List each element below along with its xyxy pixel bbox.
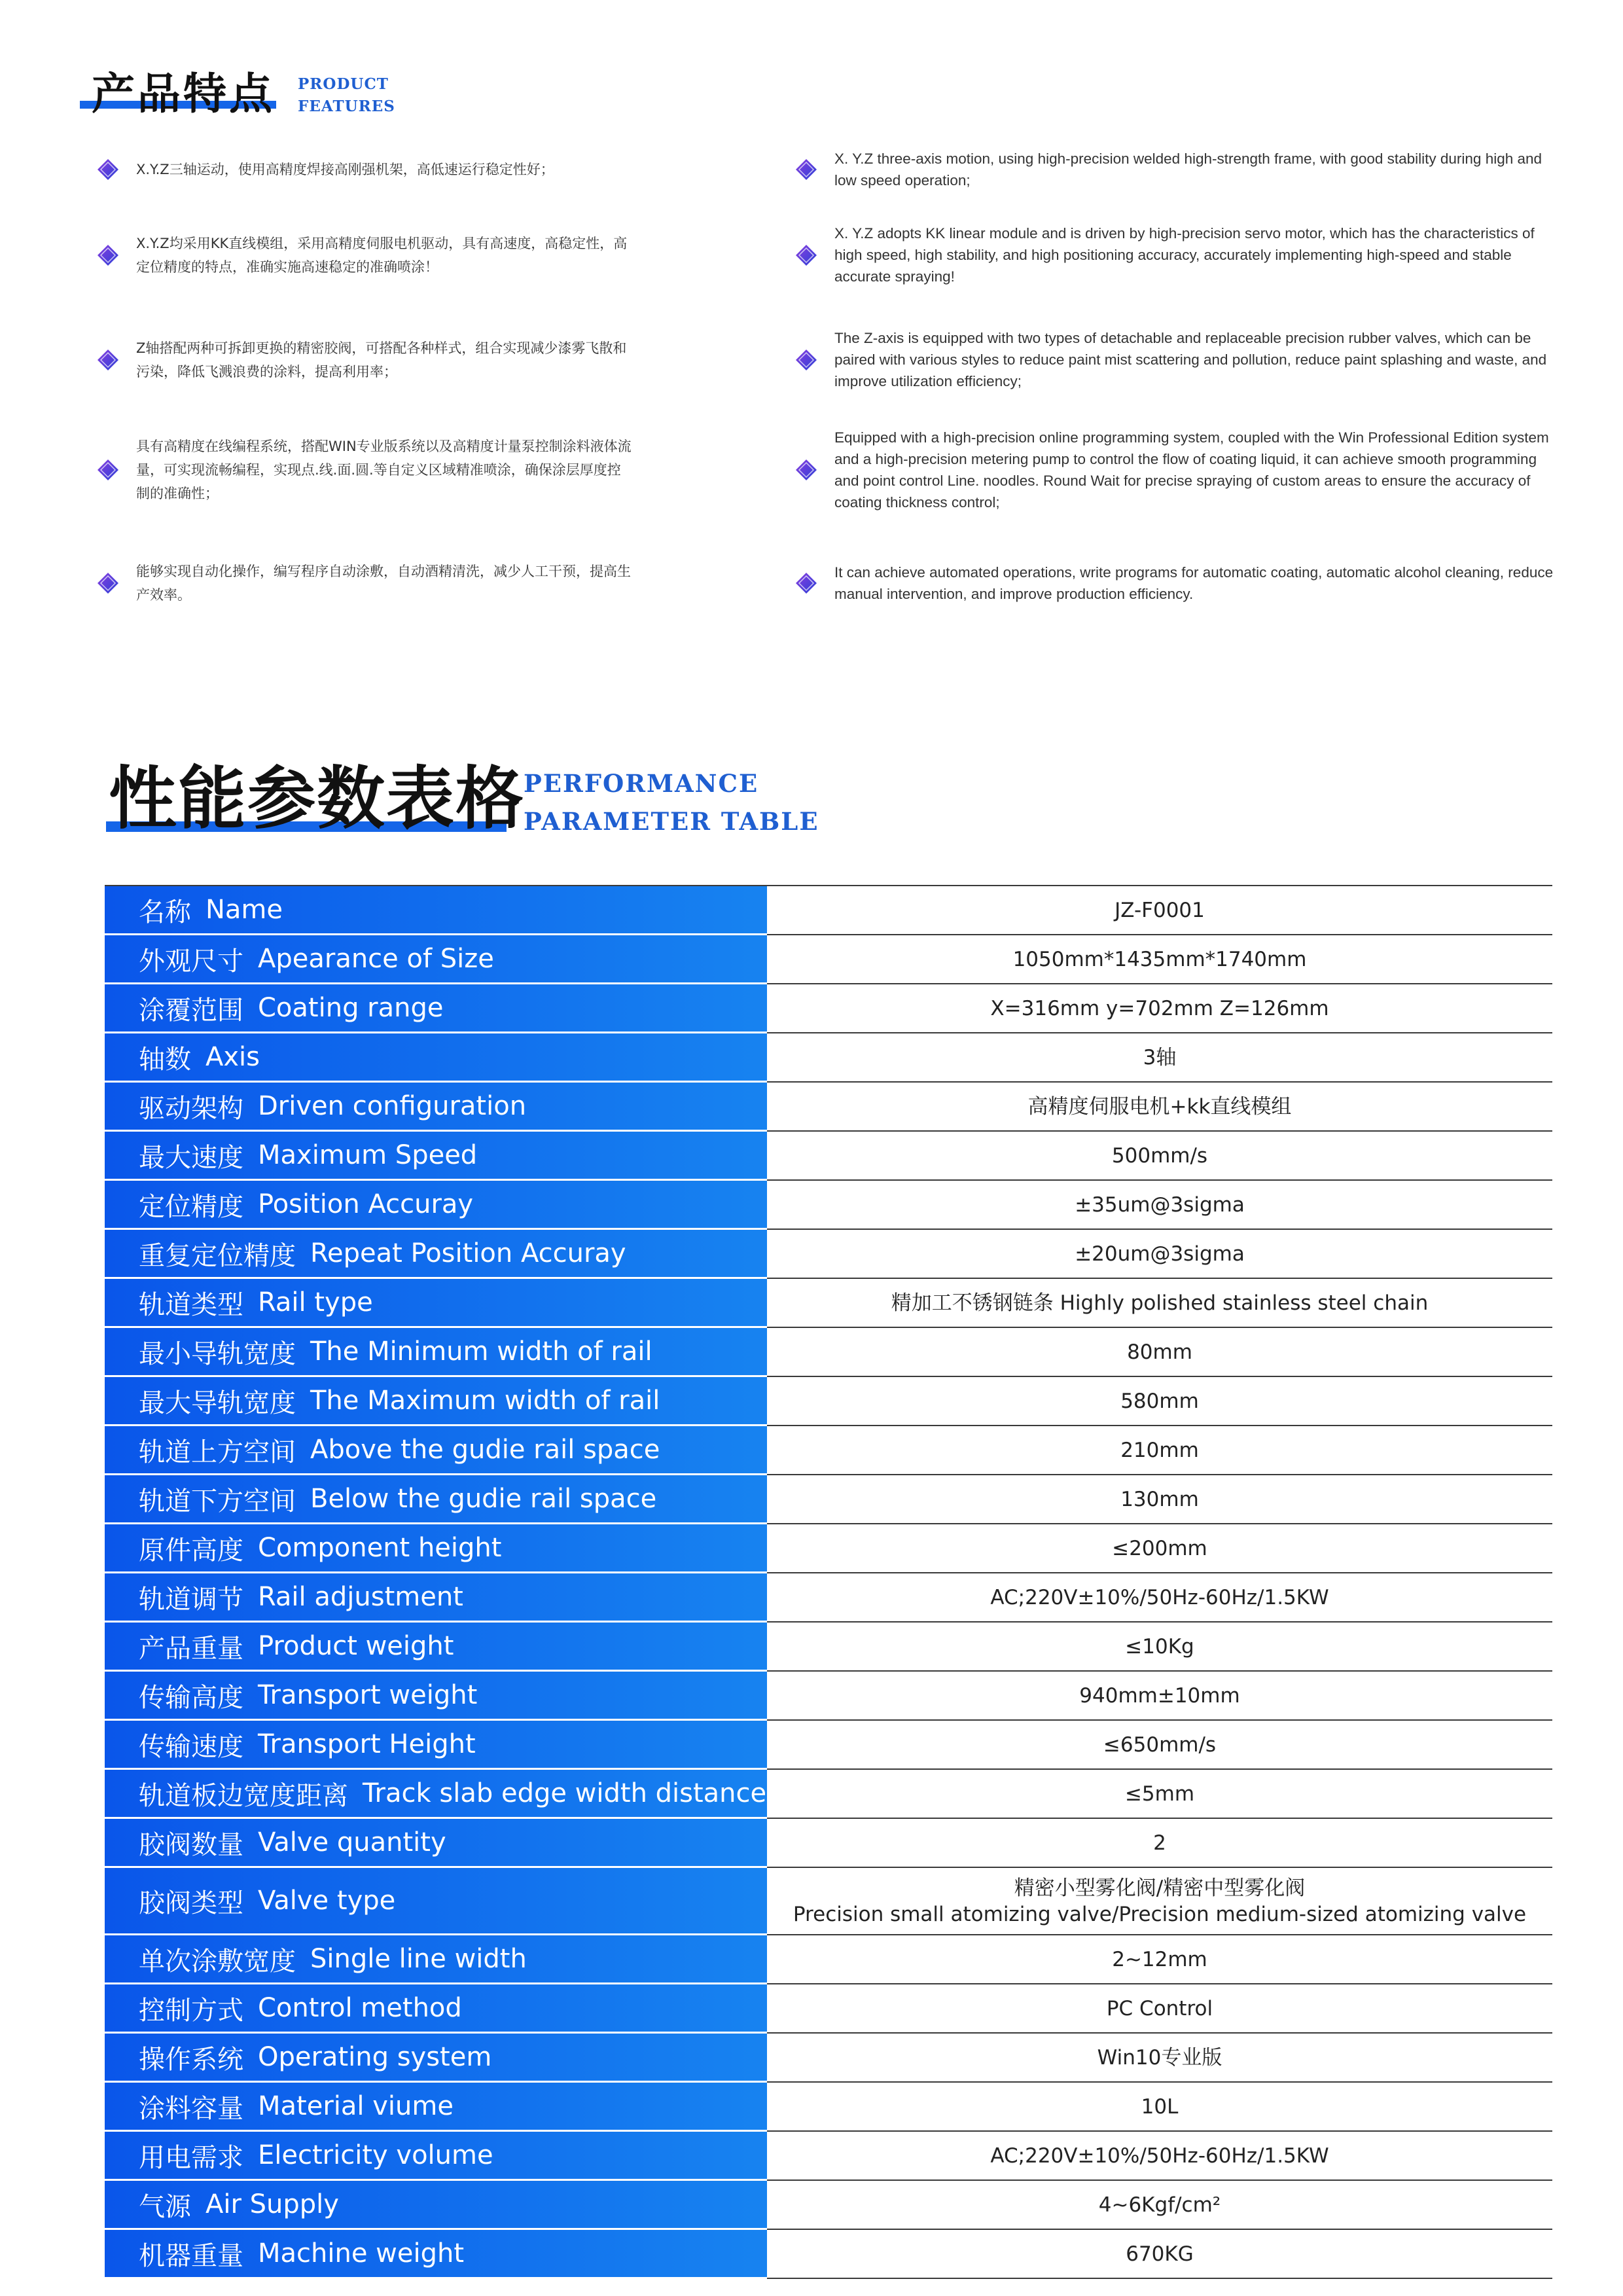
param-label-en: Apearance of Size <box>258 944 494 974</box>
feature-en-text: The Z-axis is equipped with two types of detachable and replaceable precision rubber valves, which can be paired with various styles to reduce paint mist scattering and pollution, reduce paint splashing and waste, and improve utilization efficiency; <box>834 330 1547 389</box>
feature-en-item <box>795 562 1554 605</box>
param-value-text: ≤200mm <box>1112 1536 1207 1560</box>
param-value-text: 2~12mm <box>1112 1947 1207 1971</box>
param-label-cn: 气源 <box>139 2191 191 2222</box>
param-label-en: Transport Height <box>258 1729 476 1759</box>
param-label <box>105 1868 767 1935</box>
param-label-cn: 驱动架构 <box>139 1093 243 1124</box>
param-value <box>767 1475 1552 1523</box>
param-value <box>767 1770 1552 1818</box>
param-label-en: Repeat Position Accuray <box>310 1238 626 1268</box>
param-value-text: 3轴 <box>1143 1045 1177 1069</box>
param-value <box>767 1181 1552 1229</box>
param-value-text: 500mm/s <box>1111 1143 1208 1168</box>
param-value <box>767 2230 1552 2278</box>
param-label-en: The Maximum width of rail <box>310 1386 660 1416</box>
diamond-bullet-icon <box>795 459 817 481</box>
param-label-en: Single line width <box>310 1944 527 1974</box>
param-value <box>767 1868 1552 1934</box>
feature-cn-item <box>97 232 633 279</box>
param-value <box>767 2132 1552 2179</box>
table-row <box>105 1770 1552 1819</box>
param-value <box>767 2181 1552 2229</box>
param-value-text: 940mm±10mm <box>1079 1683 1240 1708</box>
param-label <box>105 1672 767 1721</box>
table-row <box>105 1230 1552 1279</box>
table-heading-en-line2: PARAMETER TABLE <box>524 807 819 836</box>
param-label-en: Name <box>205 895 283 925</box>
param-label <box>105 1426 767 1475</box>
param-value <box>767 886 1552 934</box>
param-value-text: ≤10Kg <box>1125 1634 1194 1659</box>
features-heading-en-line1: PRODUCT <box>298 75 389 93</box>
feature-cn-item <box>97 336 633 384</box>
param-value-text: 580mm <box>1120 1389 1199 1413</box>
param-label-cn: 定位精度 <box>139 1191 243 1222</box>
param-label-cn: 轨道板边宽度距离 <box>139 1780 348 1811</box>
features-heading-en-line2: FEATURES <box>298 98 395 115</box>
param-label-cn: 轨道上方空间 <box>139 1437 296 1467</box>
param-label-en: Below the gudie rail space <box>310 1484 657 1514</box>
param-label <box>105 2181 767 2230</box>
feature-cn-text: X.Y.Z三轴运动，使用高精度焊接高刚强机架，高低速运行稳定性好； <box>136 162 554 177</box>
diamond-bullet-icon <box>795 572 817 594</box>
table-heading-en-line1: PERFORMANCE <box>524 769 759 798</box>
param-label-en: Valve type <box>258 1886 396 1916</box>
table-row <box>105 1672 1552 1721</box>
param-label-cn: 传输速度 <box>139 1731 243 1762</box>
param-label <box>105 1230 767 1279</box>
param-label-en: Electricity volume <box>258 2140 493 2170</box>
param-label-en: Operating system <box>258 2042 492 2072</box>
param-label-cn: 产品重量 <box>139 1633 243 1664</box>
param-value-text: 2 <box>1153 1831 1166 1855</box>
features-heading-cn: 产品特点 <box>92 69 275 119</box>
param-label-cn: 机器重量 <box>139 2240 243 2271</box>
param-value <box>767 1230 1552 1278</box>
param-label <box>105 1328 767 1377</box>
param-label-cn: 轨道类型 <box>139 1289 243 1320</box>
param-value-text: ≤650mm/s <box>1103 1732 1217 1757</box>
param-label-en: Axis <box>205 1042 260 1072</box>
param-value-text: 130mm <box>1120 1487 1199 1511</box>
param-label <box>105 1132 767 1181</box>
param-label <box>105 1524 767 1573</box>
table-row <box>105 1721 1552 1770</box>
table-row <box>105 1279 1552 1328</box>
table-row <box>105 1426 1552 1475</box>
param-label-en: Maximum Speed <box>258 1140 478 1170</box>
param-label-en: Machine weight <box>258 2238 465 2269</box>
table-row <box>105 1181 1552 1230</box>
diamond-bullet-icon <box>97 244 119 266</box>
param-label-en: Product weight <box>258 1631 454 1661</box>
table-row <box>105 1623 1552 1672</box>
param-label <box>105 1935 767 1984</box>
param-value-text: PC Control <box>1106 1996 1213 2020</box>
diamond-bullet-icon <box>97 572 119 594</box>
param-label-cn: 轴数 <box>139 1044 191 1075</box>
table-row <box>105 935 1552 984</box>
param-value-text: JZ-F0001 <box>1115 898 1205 922</box>
param-label-cn: 操作系统 <box>139 2044 243 2075</box>
param-label <box>105 1377 767 1426</box>
param-label <box>105 1819 767 1868</box>
table-row <box>105 2132 1552 2181</box>
param-value-text: 精密小型雾化阀/精密中型雾化阀 <box>1014 1876 1306 1900</box>
table-row <box>105 1868 1552 1935</box>
param-value-text: 高精度伺服电机+kk直线模组 <box>1027 1094 1292 1119</box>
table-row <box>105 1819 1552 1868</box>
param-value <box>767 1377 1552 1425</box>
table-row <box>105 2083 1552 2132</box>
param-label-en: Transport weight <box>258 1680 478 1710</box>
feature-cn-text: 能够实现自动化操作，编写程序自动涂敷，自动酒精清洗，减少人工干预，提高生产效率。 <box>136 564 631 603</box>
param-label-cn: 最大速度 <box>139 1142 243 1173</box>
param-label-cn: 原件高度 <box>139 1535 243 1566</box>
param-label-en: Valve quantity <box>258 1827 446 1857</box>
param-value <box>767 1984 1552 2032</box>
param-value <box>767 2034 1552 2081</box>
param-value-text: 4~6Kgf/cm² <box>1098 2193 1221 2217</box>
table-row <box>105 1573 1552 1623</box>
table-row <box>105 885 1552 935</box>
diamond-bullet-icon <box>97 158 119 181</box>
param-label <box>105 1475 767 1524</box>
param-label-cn: 名称 <box>139 897 191 927</box>
param-label-cn: 胶阀类型 <box>139 1888 243 1918</box>
param-label-cn: 最小导轨宽度 <box>139 1338 296 1369</box>
param-label-en: Material viume <box>258 2091 454 2121</box>
param-value-text: ≤5mm <box>1124 1782 1195 1806</box>
table-row <box>105 2034 1552 2083</box>
param-value <box>767 935 1552 983</box>
feature-en-text: It can achieve automated operations, write programs for automatic coating, automatic alcohol cleaning, reduce manual intervention, and improve production efficiency. <box>834 564 1554 602</box>
param-value-text: Win10专业版 <box>1097 2045 1222 2070</box>
param-label <box>105 984 767 1033</box>
table-row <box>105 1524 1552 1573</box>
param-value <box>767 1083 1552 1130</box>
param-label <box>105 1181 767 1230</box>
features-heading-en <box>298 73 395 118</box>
param-label-cn: 外观尺寸 <box>139 946 243 977</box>
param-label-en: Position Accuray <box>258 1189 474 1219</box>
param-value-text: AC;220V±10%/50Hz-60Hz/1.5KW <box>990 2144 1329 2168</box>
param-label-en: Air Supply <box>205 2189 339 2219</box>
param-value <box>767 1033 1552 1081</box>
feature-en-item <box>795 148 1554 191</box>
table-row <box>105 1083 1552 1132</box>
param-value-text: 精加工不锈钢链条 Highly polished stainless steel chain <box>891 1291 1429 1315</box>
param-label-en: Rail adjustment <box>258 1582 463 1612</box>
feature-en-item <box>795 223 1554 287</box>
param-label-cn: 胶阀数量 <box>139 1829 243 1860</box>
param-label <box>105 2083 767 2132</box>
param-label-cn: 涂覆范围 <box>139 995 243 1026</box>
param-label-cn: 轨道调节 <box>139 1584 243 1615</box>
param-value <box>767 1426 1552 1474</box>
param-label-en: Driven configuration <box>258 1091 527 1121</box>
param-label-cn: 传输高度 <box>139 1682 243 1713</box>
param-label-cn: 最大导轨宽度 <box>139 1388 296 1418</box>
table-row <box>105 1984 1552 2034</box>
param-value <box>767 984 1552 1032</box>
param-label-cn: 涂料容量 <box>139 2093 243 2124</box>
feature-en-text: X. Y.Z adopts KK linear module and is driven by high-precision servo motor, which has the characteristics of high speed, high stability, and high positioning accuracy, accurately implementing high-speed and stable accurate spraying! <box>834 225 1535 285</box>
table-row <box>105 2230 1552 2279</box>
param-label-cn: 控制方式 <box>139 1995 243 2026</box>
param-label <box>105 935 767 984</box>
param-value-text: ±20um@3sigma <box>1075 1242 1245 1266</box>
param-value <box>767 2083 1552 2130</box>
param-label-cn: 重复定位精度 <box>139 1240 296 1271</box>
param-label <box>105 1721 767 1770</box>
param-label <box>105 2230 767 2279</box>
table-heading-en <box>524 764 819 840</box>
param-value <box>767 1279 1552 1327</box>
feature-cn-item <box>97 435 633 505</box>
feature-cn-text: X.Y.Z均采用KK直线模组，采用高精度伺服电机驱动，具有高速度，高稳定性，高定位精度的特点，准确实施高速稳定的准确喷涂！ <box>136 235 628 275</box>
param-label-cn: 用电需求 <box>139 2142 243 2173</box>
param-value <box>767 1524 1552 1572</box>
param-value <box>767 1721 1552 1768</box>
param-value <box>767 1819 1552 1867</box>
param-label <box>105 1279 767 1328</box>
parameter-table <box>105 885 1552 2279</box>
table-heading-cn: 性能参数表格 <box>109 759 526 838</box>
param-label-en: Control method <box>258 1993 462 2023</box>
param-value-text: ±35um@3sigma <box>1075 1193 1245 1217</box>
param-value-text: 80mm <box>1127 1340 1192 1364</box>
feature-cn-item <box>97 158 699 181</box>
table-row <box>105 1475 1552 1524</box>
feature-cn-text: 具有高精度在线编程系统，搭配WIN专业版系统以及高精度计量泵控制涂料液体流量，可实现流畅编程，实现点.线.面.圆.等自定义区域精准喷涂，确保涂层厚度控制的准确性； <box>136 439 632 501</box>
param-value <box>767 1328 1552 1376</box>
table-row <box>105 1377 1552 1426</box>
param-value-text: 1050mm*1435mm*1740mm <box>1012 947 1307 971</box>
diamond-bullet-icon <box>97 349 119 371</box>
feature-cn-text: Z轴搭配两种可拆卸更换的精密胶阀，可搭配各种样式，组合实现减少漆雾飞散和污染，降低飞溅浪费的涂料，提高利用率； <box>136 340 627 380</box>
features-heading <box>80 54 302 119</box>
param-value-text: 10L <box>1141 2094 1179 2119</box>
param-label <box>105 2034 767 2083</box>
feature-en-text: Equipped with a high-precision online programming system, coupled with the Win Professional Edition system and a high-precision metering pump to control the flow of coating liquid, it can achieve smooth programming and point control Line. noodles. Round Wait for precise spraying of custom areas to ensure the accuracy of coating thickness control; <box>834 429 1549 511</box>
param-label <box>105 2132 767 2181</box>
param-value <box>767 1935 1552 1983</box>
param-label <box>105 1083 767 1132</box>
param-value-text: 210mm <box>1120 1438 1199 1462</box>
feature-en-text: X. Y.Z three-axis motion, using high-precision welded high-strength frame, with good stability during high and low speed operation; <box>834 151 1543 188</box>
diamond-bullet-icon <box>795 349 817 371</box>
param-label <box>105 1033 767 1083</box>
diamond-bullet-icon <box>795 244 817 266</box>
feature-cn-item <box>97 560 633 607</box>
param-label <box>105 886 767 935</box>
table-row <box>105 1132 1552 1181</box>
param-label <box>105 1573 767 1623</box>
param-value-text: X=316mm y=702mm Z=126mm <box>990 996 1329 1020</box>
param-label-en: Component height <box>258 1533 502 1563</box>
param-label-en: Rail type <box>258 1287 373 1318</box>
param-label-en: The Minimum width of rail <box>310 1336 652 1367</box>
param-label-en: Above the gudie rail space <box>310 1435 660 1465</box>
param-label <box>105 1770 767 1819</box>
diamond-bullet-icon <box>97 459 119 481</box>
param-value <box>767 1132 1552 1179</box>
table-row <box>105 2181 1552 2230</box>
param-value <box>767 1573 1552 1621</box>
param-value-text: AC;220V±10%/50Hz-60Hz/1.5KW <box>990 1585 1329 1609</box>
param-value <box>767 1623 1552 1670</box>
param-label-en: Coating range <box>258 993 444 1023</box>
param-label-cn: 轨道下方空间 <box>139 1486 296 1516</box>
feature-en-item <box>795 327 1554 392</box>
table-row <box>105 984 1552 1033</box>
table-row <box>105 1033 1552 1083</box>
diamond-bullet-icon <box>795 158 817 181</box>
param-value-text: 670KG <box>1126 2242 1194 2266</box>
param-label-en: Track slab edge width distance <box>363 1778 767 1808</box>
param-value <box>767 1672 1552 1719</box>
table-row <box>105 1935 1552 1984</box>
param-label <box>105 1623 767 1672</box>
param-label <box>105 1984 767 2034</box>
feature-en-item <box>795 427 1554 513</box>
param-value-text-2: Precision small atomizing valve/Precision medium-sized atomizing valve <box>793 1902 1527 1926</box>
table-row <box>105 1328 1552 1377</box>
param-label-cn: 单次涂敷宽度 <box>139 1946 296 1977</box>
